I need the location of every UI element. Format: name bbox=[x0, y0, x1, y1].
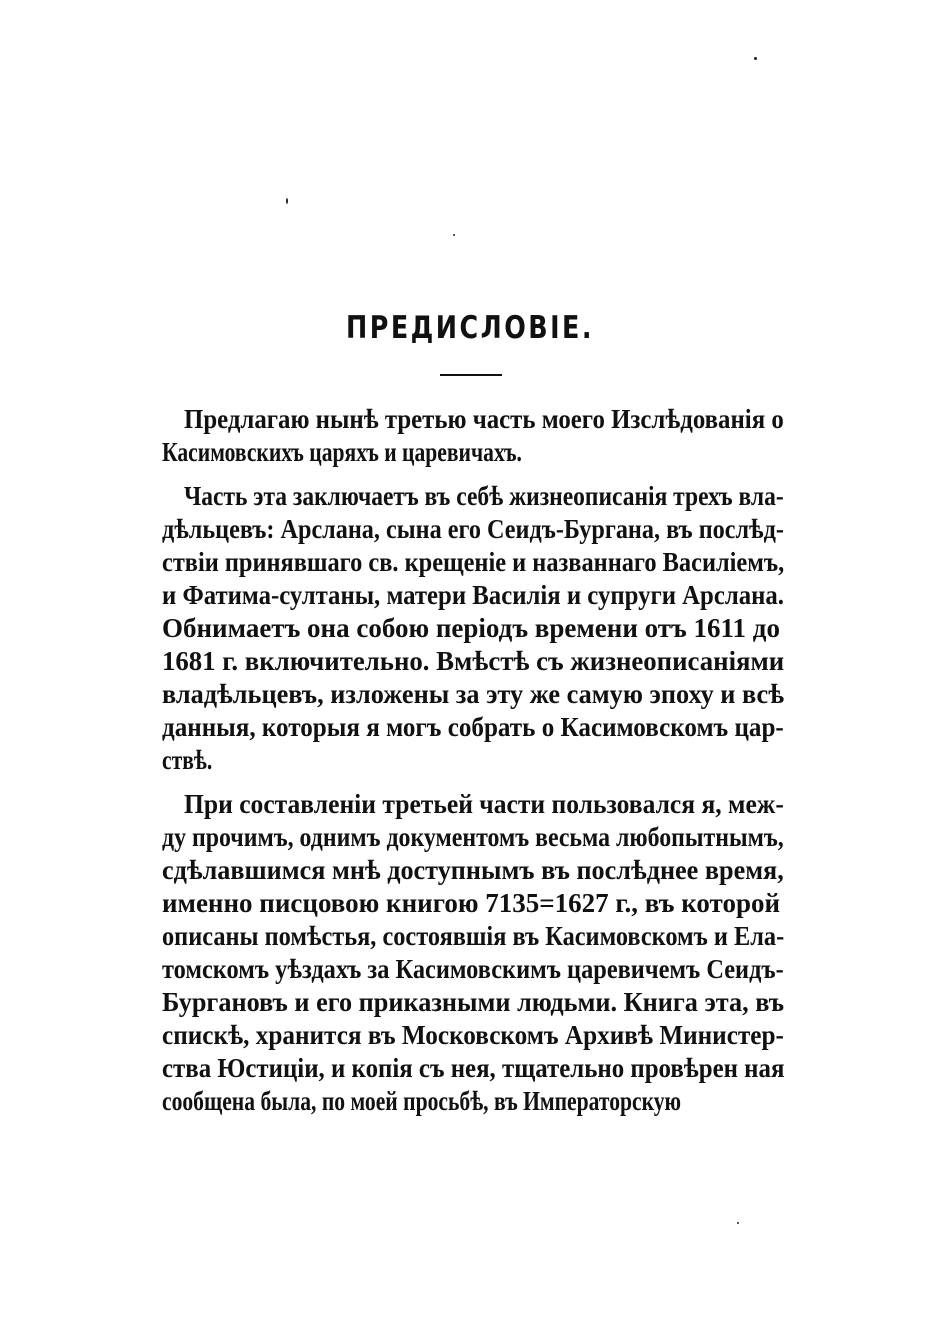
scan-speck bbox=[737, 1222, 739, 1224]
text-line: ства Юстиціи, и копія съ нея, тщательно провѣрен ная bbox=[162, 1053, 785, 1083]
page-title: ПРЕДИСЛОВІЕ. bbox=[346, 310, 594, 346]
text-line: 1681 г. включительно. Вмѣстѣ съ жизнеописаніями bbox=[162, 646, 785, 676]
text-line: При составленіи третьей части пользовался я, меж- bbox=[184, 789, 784, 819]
text-line: описаны помѣстья, состоявшія въ Касимовскомъ и Ела- bbox=[162, 921, 785, 951]
text-line: ду прочимъ, однимъ документомъ весьма любопытнымъ, bbox=[162, 822, 784, 852]
text-line: именно писцовою книгою 7135=1627 г., въ которой bbox=[162, 888, 781, 918]
scan-speck bbox=[453, 234, 455, 236]
text-line: Касимовскихъ царяхъ и царевичахъ. bbox=[162, 437, 522, 467]
text-line: владѣльцевъ, изложены за эту же самую эпоху и всѣ bbox=[162, 679, 784, 709]
text-line: ствіи принявшаго св. крещеніе и названнаго Василіемъ, bbox=[162, 547, 785, 577]
text-line: томскомъ уѣздахъ за Касимовскимъ царевичемъ Сеидъ- bbox=[162, 954, 784, 984]
body-text bbox=[162, 403, 784, 1118]
text-line: сообщена была, по моей просьбѣ, въ Императорскую bbox=[162, 1086, 682, 1116]
text-line: ствѣ. bbox=[162, 745, 213, 775]
text-line: Часть эта заключаетъ въ себѣ жизнеописанія трехъ вла- bbox=[184, 481, 784, 511]
text-line: сдѣлавшимся мнѣ доступнымъ въ послѣднее время, bbox=[162, 855, 784, 885]
text-line: и Фатима-султаны, матери Василія и супруги Арслана. bbox=[162, 580, 784, 610]
text-line: Обнимаетъ она собою періодъ времени отъ 1611 до bbox=[162, 613, 780, 643]
paragraph bbox=[162, 788, 784, 1118]
text-line: Предлагаю нынѣ третью часть моего Изслѣдованія о bbox=[184, 404, 784, 434]
text-line: спискѣ, хранится въ Московскомъ Архивѣ Министер- bbox=[162, 1020, 784, 1050]
text-line: данныя, которыя я могъ собрать о Касимовскомъ цар- bbox=[162, 712, 784, 742]
paragraph bbox=[162, 480, 784, 777]
text-line: дѣльцевъ: Арслана, сына его Сеидъ-Бургана, въ послѣд- bbox=[162, 514, 784, 544]
scan-speck bbox=[286, 198, 288, 204]
scan-speck bbox=[754, 57, 757, 60]
title-divider bbox=[440, 374, 502, 376]
text-line: Бургановъ и его приказными людьми. Книга эта, въ bbox=[162, 987, 785, 1017]
paragraph bbox=[162, 403, 784, 469]
